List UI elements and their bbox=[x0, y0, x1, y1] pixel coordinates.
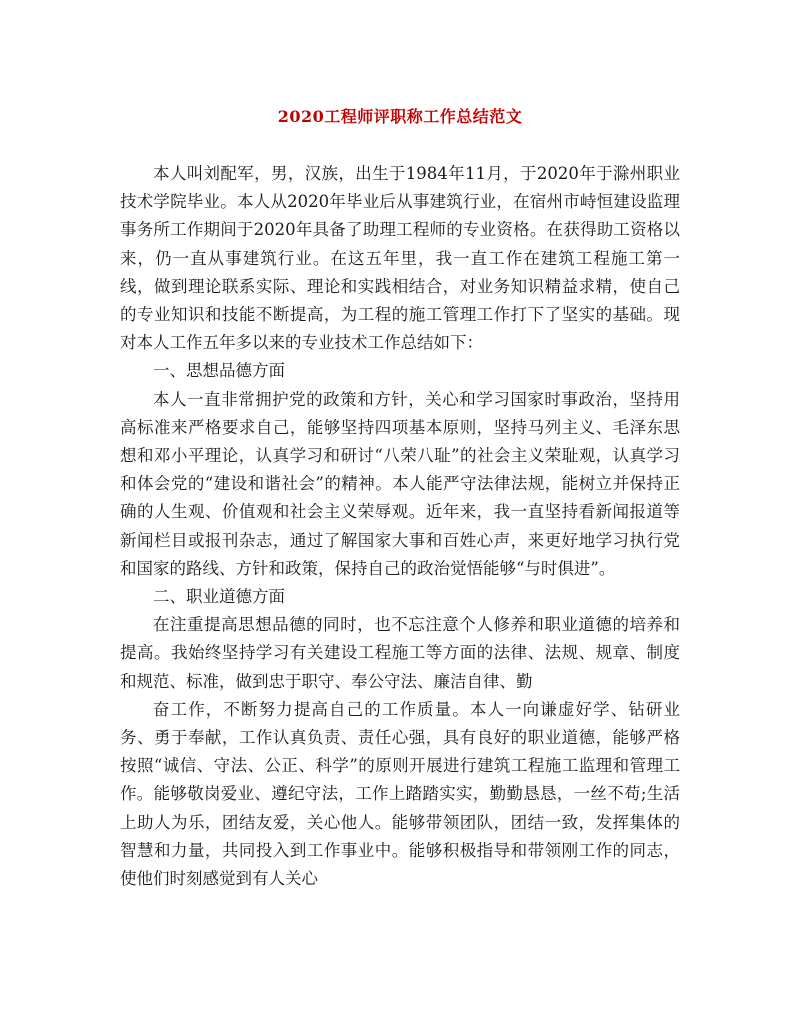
section-heading-ethics: 二、职业道德方面 bbox=[153, 587, 285, 607]
document-title: 2020工程师评职称工作总结范文 bbox=[277, 107, 523, 126]
paragraph-ethics-1: 在注重提高思想品德的同时，也不忘注意个人修养和职业道德的培养和提高。我始终坚持学习有关建设工程施工等方面的法律、法规、规章、制度和规范、标准，做到忠于职守、奉公守法、廉洁自律、勤 bbox=[120, 615, 680, 691]
document-body bbox=[120, 160, 680, 893]
section-heading-ideology: 一、思想品德方面 bbox=[153, 361, 285, 381]
paragraph-ethics-2: 奋工作，不断努力提高自己的工作质量。本人一向谦虚好学、钻研业务、勇于奉献，工作认真负责、责任心强，具有良好的职业道德，能够严格按照“诚信、守法、公正、科学”的原则开展进行建筑工程施工监理和管理工作。能够敬岗爱业、遵纪守法，工作上踏踏实实，勤勤恳恳，一丝不苟;生活上助人为乐，团结友爱，关心他人。能够带领团队，团结一致，发挥集体的智慧和力量，共同投入到工作事业中。能够积极指导和带领刚工作的同志，使他们时刻感觉到有人关心 bbox=[120, 699, 680, 889]
paragraph-ideology: 本人一直非常拥护党的政策和方针，关心和学习国家时事政治，坚持用高标准来严格要求自己，能够坚持四项基本原则，坚持马列主义、毛泽东思想和邓小平理论，认真学习和研讨“八荣八耻”的社会主义荣耻观，认真学习和体会党的“建设和谐社会”的精神。本人能严守法律法规，能树立并保持正确的人生观、价值观和社会主义荣辱观。近年来，我一直坚持看新闻报道等新闻栏目或报刊杂志，通过了解国家大事和百姓心声，来更好地学习执行党和国家的路线、方针和政策，保持自己的政治觉悟能够“与时俱进”。 bbox=[120, 389, 680, 578]
paragraph-intro: 本人叫刘配军，男，汉族，出生于1984年11月，于2020年于滁州职业技术学院毕业。本人从2020年毕业后从事建筑行业，在宿州市峙恒建设监理事务所工作期间于2020年具备了助理工程师的专业资格。在获得助工资格以来，仍一直从事建筑行业。在这五年里，我一直工作在建筑工程施工第一线，做到理论联系实际、理论和实践相结合，对业务知识精益求精，使自己的专业知识和技能不断提高，为工程的施工管理工作打下了坚实的基础。现对本人工作五年多以来的专业技术工作总结如下： bbox=[120, 164, 680, 353]
